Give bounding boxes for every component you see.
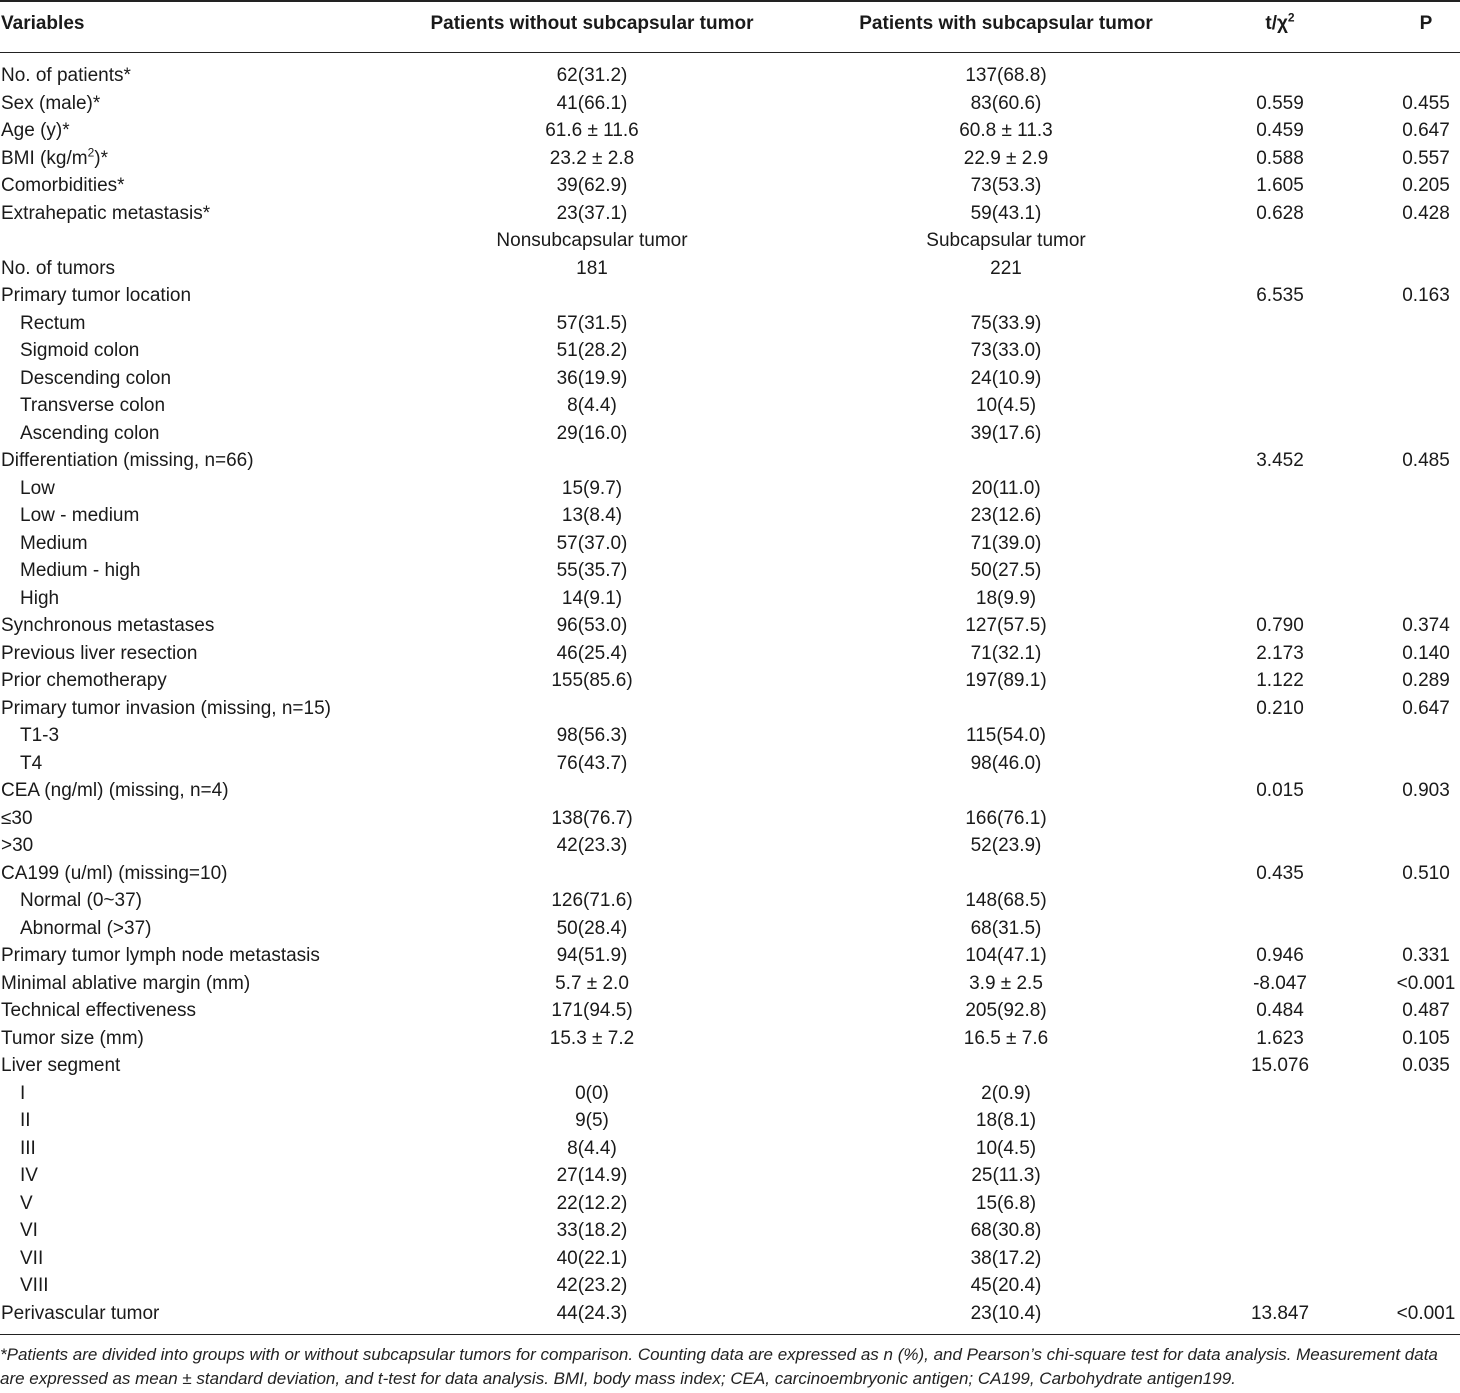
row-label-text: I [20,1082,26,1104]
header-variables: Variables [1,13,85,34]
row-label [20,392,165,420]
cell-group1: 50(28.4) [556,917,628,939]
table-row [0,1107,1460,1135]
cell-p: 0.331 [1402,945,1450,966]
table-row [0,255,1460,283]
cell-group2: 22.9 ± 2.9 [963,147,1049,169]
cell-group1: 171(94.5) [551,1000,633,1021]
row-label [1,970,250,998]
top-rule [0,0,1460,2]
header-group2: Patients with subcapsular tumor [859,13,1153,34]
table-row [0,970,1460,998]
row-label-text: Comorbidities* [1,175,125,196]
row-label-text: Normal (0~37) [20,890,142,911]
row-label [1,255,115,283]
table-row [0,227,1460,255]
row-label [1,447,254,475]
cell-group1: 39(62.9) [556,175,628,196]
table-row [0,997,1460,1025]
row-label-text: Low - medium [20,505,140,526]
cell-group1: 22(12.2) [556,1192,628,1214]
row-label-sup: 2 [87,145,95,160]
table-row [0,365,1460,393]
row-label [1,777,229,805]
cell-statistic: 0.588 [1256,147,1304,169]
cell-group2: 60.8 ± 11.3 [959,120,1053,141]
cell-group2: 18(8.1) [975,1110,1037,1131]
row-label-text: T4 [20,752,43,774]
header-group1: Patients without subcapsular tumor [430,13,754,34]
cell-group1: 76(43.7) [556,752,628,774]
cell-group2: 83(60.6) [970,92,1042,114]
table-row [0,722,1460,750]
row-label-text: Sigmoid colon [20,340,140,361]
table-row [0,145,1460,173]
row-label [1,832,33,860]
bottom-rule [0,1334,1460,1335]
row-label [20,530,88,558]
row-label-text: VIII [20,1275,49,1296]
cell-group1: 8(4.4) [567,395,617,416]
header-statistic-sup: 2 [1287,10,1295,25]
cell-group2: 73(53.3) [970,175,1042,196]
cell-group2: 18(9.9) [975,587,1037,609]
cell-group1: 44(24.3) [556,1302,628,1324]
cell-group1: 138(76.7) [551,807,633,829]
cell-p: 0.374 [1402,615,1450,636]
row-label-text: Medium - high [20,560,141,581]
cell-statistic: 1.122 [1256,670,1304,691]
row-label [20,1217,38,1245]
cell-group1: 0(0) [575,1082,609,1104]
cell-statistic: 0.946 [1256,945,1304,966]
table-row [0,1162,1460,1190]
cell-group1: 94(51.9) [556,945,628,966]
row-label [20,1245,43,1273]
row-label-text: Ascending colon [20,422,160,444]
table-row [0,557,1460,585]
table-row [0,1025,1460,1053]
row-label-text: VI [20,1220,38,1241]
cell-group1: Nonsubcapsular tumor [496,230,688,251]
cell-statistic: 3.452 [1256,450,1304,471]
cell-group1: 27(14.9) [556,1165,628,1186]
table-row [0,337,1460,365]
cell-group2: 104(47.1) [965,945,1047,966]
cell-group2: Subcapsular tumor [926,230,1086,251]
table-row [0,1190,1460,1218]
cell-group1: 15.3 ± 7.2 [549,1027,635,1049]
row-label-text: Rectum [20,312,86,334]
cell-group1: 8(4.4) [567,1137,617,1159]
cell-p: 0.455 [1402,92,1450,114]
row-label [1,1052,120,1080]
cell-group2: 68(31.5) [970,917,1042,939]
cell-group2: 205(92.8) [965,1000,1047,1021]
table-row [0,420,1460,448]
cell-group1: 36(19.9) [556,367,628,389]
cell-group2: 50(27.5) [970,560,1042,581]
row-label [1,282,191,310]
table-row [0,90,1460,118]
cell-group1: 96(53.0) [556,615,628,636]
cell-statistic: 1.605 [1256,175,1304,196]
cell-group1: 57(31.5) [556,312,628,334]
table-row [0,942,1460,970]
cell-p: 0.510 [1402,862,1450,884]
header-rule [0,52,1460,53]
row-label-text: CEA (ng/ml) (missing, n=4) [1,780,229,801]
row-label [1,860,228,888]
cell-group1: 23(37.1) [556,202,628,224]
cell-statistic: 0.015 [1256,780,1304,801]
row-label [20,1162,38,1190]
cell-statistic: -8.047 [1253,972,1307,994]
row-label [1,1300,159,1328]
cell-group1: 42(23.2) [556,1275,628,1296]
cell-group2: 23(12.6) [970,505,1042,526]
cell-group2: 71(32.1) [970,642,1042,664]
table-row [0,200,1460,228]
cell-p: 0.140 [1402,642,1450,664]
row-label-text: Low [20,477,55,499]
row-label-text: ≤30 [1,807,33,829]
cell-group1: 13(8.4) [561,505,623,526]
cell-p: 0.205 [1402,175,1450,196]
cell-p: 0.428 [1402,202,1450,224]
cell-statistic: 6.535 [1256,285,1304,306]
row-label-text: High [20,587,60,609]
table-row [0,1217,1460,1245]
table-row [0,695,1460,723]
cell-statistic: 0.459 [1256,120,1304,141]
cell-group2: 137(68.8) [965,65,1047,86]
cell-group2: 20(11.0) [971,477,1041,499]
row-label-text: CA199 (u/ml) (missing=10) [1,862,228,884]
cell-group2: 16.5 ± 7.6 [963,1027,1049,1049]
cell-p: 0.487 [1402,1000,1450,1021]
cell-group2: 10(4.5) [975,395,1037,416]
cell-group1: 23.2 ± 2.8 [549,147,635,169]
cell-p: 0.105 [1402,1027,1450,1049]
cell-p: 0.647 [1402,697,1450,719]
row-label-text: Previous liver resection [1,642,198,664]
row-label-text: BMI (kg/m [1,147,88,169]
cell-group1: 33(18.2) [556,1220,628,1241]
cell-group1: 14(9.1) [561,587,623,609]
table-row [0,1272,1460,1300]
row-label [20,722,59,750]
cell-group1: 41(66.1) [556,92,628,114]
table-body [0,62,1460,1327]
cell-group1: 126(71.6) [551,890,633,911]
row-label [1,117,70,145]
table-row [0,667,1460,695]
cell-group2: 23(10.4) [970,1302,1042,1324]
row-label-text: Extrahepatic metastasis* [1,202,211,224]
cell-group1: 9(5) [575,1110,609,1131]
row-label-text: T1-3 [20,725,60,746]
table-row [0,447,1460,475]
row-label-text: IV [20,1165,38,1186]
table-row [0,282,1460,310]
row-label-text: VII [20,1247,44,1269]
cell-group2: 71(39.0) [970,532,1042,554]
table-row [0,887,1460,915]
row-label-text: Technical effectiveness [1,1000,197,1021]
row-label-text: Minimal ablative margin (mm) [1,972,251,994]
table-row [0,1080,1460,1108]
cell-p: 0.289 [1402,670,1450,691]
row-label [1,1025,144,1053]
table-row [0,392,1460,420]
cell-group2: 25(11.3) [971,1165,1041,1186]
cell-group2: 98(46.0) [970,752,1042,774]
cell-group1: 61.6 ± 11.6 [545,120,639,141]
cell-group2: 38(17.2) [970,1247,1042,1269]
table-row [0,530,1460,558]
cell-statistic: 0.559 [1256,92,1304,114]
row-label [1,942,320,970]
row-label [20,585,59,613]
row-label [20,310,85,338]
header-p: P [1419,13,1433,34]
row-label [20,750,42,778]
row-label-text: Primary tumor lymph node metastasis [1,945,320,966]
header-statistic-base: t/χ [1265,13,1288,34]
row-label-text: Primary tumor location [1,285,192,306]
cell-group1: 62(31.2) [556,65,628,86]
row-label [20,915,151,943]
row-label [20,1190,33,1218]
cell-p: 0.903 [1402,780,1450,801]
cell-group1: 98(56.3) [556,725,628,746]
row-label [20,1080,25,1108]
cell-p: 0.647 [1402,120,1450,141]
cell-p: 0.557 [1402,147,1450,169]
table-row [0,1300,1460,1328]
row-label [20,557,140,585]
row-label-text: Perivascular tumor [1,1302,160,1324]
row-label [20,420,159,448]
row-label-text: No. of patients* [1,65,131,86]
cell-group2: 166(76.1) [965,807,1047,829]
cell-statistic: 0.210 [1256,697,1304,719]
cell-group2: 59(43.1) [970,202,1042,224]
cell-group2: 115(54.0) [966,725,1046,746]
row-label [1,200,210,228]
row-label-text: Prior chemotherapy [1,670,167,691]
cell-statistic: 2.173 [1256,642,1304,664]
cell-group1: 51(28.2) [556,340,628,361]
table-row [0,585,1460,613]
row-label [20,502,139,530]
table-row [0,117,1460,145]
cell-group1: 155(85.6) [551,670,633,691]
cell-group1: 57(37.0) [556,532,628,554]
row-label [1,997,196,1025]
row-label-text: Synchronous metastases [1,615,215,636]
cell-group2: 24(10.9) [970,367,1042,389]
row-label-text: Liver segment [1,1055,121,1076]
cell-group1: 181 [576,257,608,279]
table-row [0,310,1460,338]
row-label-text: Tumor size (mm) [1,1027,144,1049]
cell-group2: 73(33.0) [970,340,1042,361]
cell-p: <0.001 [1396,1302,1456,1324]
cell-group2: 45(20.4) [970,1275,1042,1296]
cell-statistic: 13.847 [1250,1302,1310,1324]
table-row [0,612,1460,640]
table-row [0,915,1460,943]
row-label [20,365,171,393]
cell-group2: 15(6.8) [975,1192,1037,1214]
cell-p: 0.163 [1402,285,1450,306]
cell-p: 0.035 [1402,1055,1450,1076]
cell-group2: 10(4.5) [975,1137,1037,1159]
row-label [1,667,167,695]
table-row [0,62,1460,90]
cell-group2: 75(33.9) [970,312,1042,334]
table-header [0,10,1460,41]
row-label [1,805,33,833]
row-label [1,172,125,200]
cell-statistic: 1.623 [1256,1027,1304,1049]
row-label [1,640,197,668]
cell-group1: 55(35.7) [556,560,628,581]
cell-statistic: 0.790 [1256,615,1304,636]
row-label [1,695,331,723]
table-row [0,1135,1460,1163]
row-label-text: Descending colon [20,367,172,389]
cell-group1: 29(16.0) [556,422,628,444]
table-row [0,860,1460,888]
cell-group2: 148(68.5) [965,890,1047,911]
cell-group2: 3.9 ± 2.5 [969,972,1043,994]
cell-group2: 2(0.9) [981,1082,1031,1104]
cell-group2: 52(23.9) [970,835,1042,856]
row-label [20,337,139,365]
cell-group1: 15(9.7) [561,477,623,499]
row-label-text: Medium [20,532,88,554]
row-label-text: >30 [1,835,34,856]
cell-p: 0.485 [1402,450,1450,471]
row-label [1,145,108,173]
row-label [1,612,214,640]
row-label [1,90,100,118]
cell-statistic: 15.076 [1250,1055,1310,1076]
table-row [0,777,1460,805]
cell-statistic: 0.628 [1256,202,1304,224]
table-row [0,805,1460,833]
table-row [0,750,1460,778]
row-label-text: V [20,1192,33,1214]
row-label-text: Abnormal (>37) [20,917,152,939]
table-row [0,640,1460,668]
row-label-text: III [20,1137,36,1159]
cell-group1: 46(25.4) [556,642,628,664]
cell-statistic: 0.435 [1256,862,1304,884]
cell-statistic: 0.484 [1256,1000,1304,1021]
cell-group2: 221 [990,257,1022,279]
table-row [0,475,1460,503]
row-label-after: )* [94,147,108,169]
row-label [20,887,142,915]
row-label [20,1135,36,1163]
header-statistic [1180,10,1380,35]
row-label [20,1272,49,1300]
table-row [0,172,1460,200]
cell-group2: 39(17.6) [970,422,1042,444]
table-row [0,832,1460,860]
row-label-text: II [20,1110,31,1131]
table-row [0,1245,1460,1273]
cell-group2: 127(57.5) [965,615,1047,636]
cell-group2: 68(30.8) [970,1220,1042,1241]
cell-group1: 42(23.3) [556,835,628,856]
cell-group1: 5.7 ± 2.0 [555,972,629,994]
row-label-text: Transverse colon [20,395,166,416]
row-label-text: No. of tumors [1,257,116,279]
table-row [0,1052,1460,1080]
row-label [20,1107,31,1135]
cell-group2: 197(89.1) [965,670,1047,691]
cell-p: <0.001 [1396,972,1456,994]
row-label [20,475,55,503]
table-row [0,502,1460,530]
cell-group1: 40(22.1) [556,1247,628,1269]
table-footnote: *Patients are divided into groups with or without subcapsular tumors for comparison. Counting data are expressed as n (%), and Pearson’s chi-square test for data analysis. Measurement data are expressed as mean ± standard deviation, and t-test for data analysis. BMI, body mass index; CEA, carcinoembryonic antigen; CA199, Carbohydrate antigen199. [0,1345,1438,1388]
row-label-text: Differentiation (missing, n=66) [1,450,254,471]
row-label-text: Primary tumor invasion (missing, n=15) [1,697,331,719]
row-label [1,62,131,90]
row-label-text: Age (y)* [1,120,70,141]
row-label-text: Sex (male)* [1,92,101,114]
